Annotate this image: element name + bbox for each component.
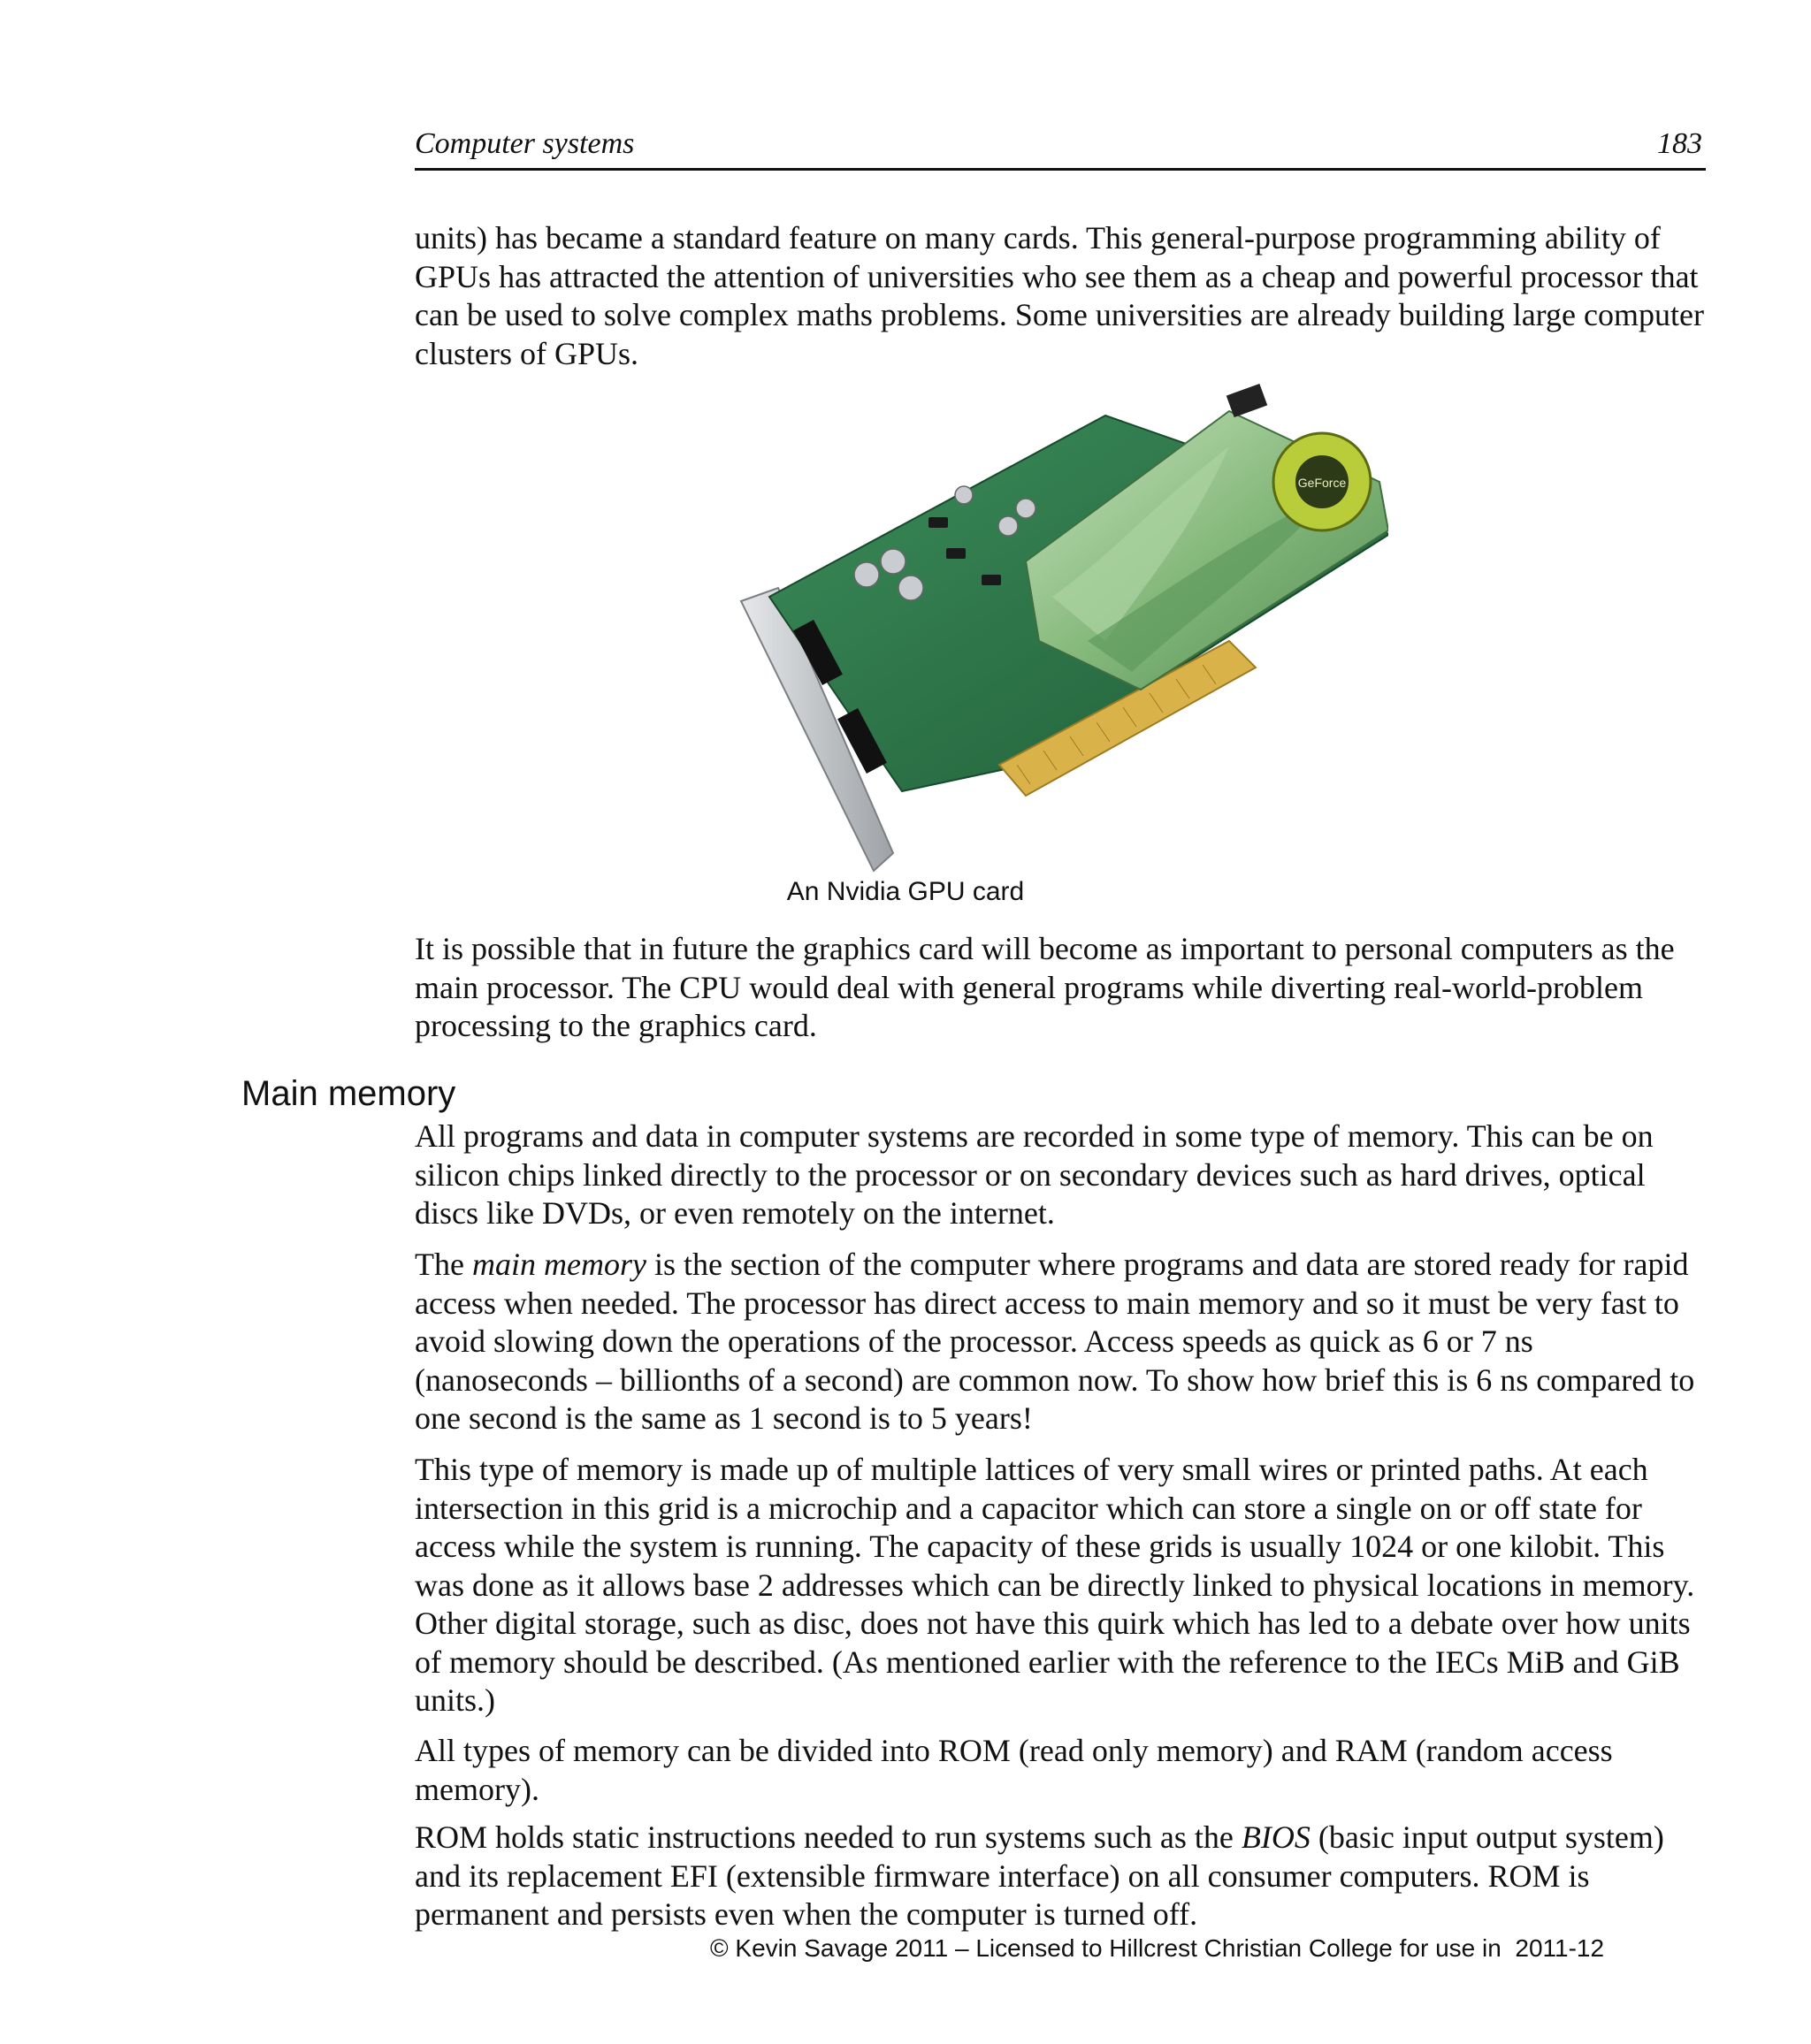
- paragraph-main-memory: [415, 1246, 1706, 1438]
- p4-text-after: is the section of the computer where programs and data are stored ready for rapid access when needed. The processor has direct access to main memory and so it must be very fast to avoid slowing down the operations of the processor. Access speeds as quick as 6 or 7 ns (nanoseconds – billionths of a second) are common now. To show how brief this is 6 ns compared to one second is the same as 1 second is to 5 years!: [415, 1247, 1695, 1436]
- p7-text-after: (basic input output system) and its replacement EFI (extensible firmware interface) on all consumer computers. ROM is permanent and persists even when the computer is turned off.: [415, 1819, 1664, 1932]
- running-header: [415, 129, 1706, 171]
- paragraph-memory-intro: All programs and data in computer systems are recorded in some type of memory. This can be on silicon chips linked directly to the processor or on secondary devices such as hard drives, optical discs like DVDs, or even remotely on the internet.: [415, 1118, 1654, 1231]
- figure-caption: An Nvidia GPU card: [786, 877, 1025, 906]
- section-heading: Main memory: [241, 1074, 456, 1113]
- page-number: 183: [1657, 127, 1702, 160]
- gpu-card-illustration: [734, 376, 1388, 880]
- paragraph-memory-lattice: This type of memory is made up of multiple lattices of very small wires or printed paths. At each intersection in this grid is a microchip and a capacitor which can store a single on or off state for access while the system is running. The capacity of these grids is usually 1024 or one kilobit. This was done as it allows base 2 addresses which can be directly linked to physical locations in memory. Other digital storage, such as disc, does not have this quirk which has led to a debate over how units of memory should be described. (As mentioned earlier with the reference to the IECs MiB and GiB units.): [415, 1452, 1695, 1718]
- term-main-memory: main memory: [471, 1247, 646, 1282]
- header-title: Computer systems: [415, 127, 635, 160]
- geforce-logo: GeForce: [1297, 476, 1347, 490]
- p4-text-before: The: [415, 1247, 472, 1282]
- p7-text-before: ROM holds static instructions needed to run systems such as the: [415, 1819, 1242, 1855]
- paragraph-graphics-future: It is possible that in future the graphics card will become as important to personal computers as the main processor. The CPU would deal with general programs while diverting real-world-problem processing to the graphics card.: [415, 931, 1675, 1043]
- gpu-card-figure: [734, 376, 1388, 880]
- paragraph-gpu-programming: units) has became a standard feature on many cards. This general-purpose programming ability of GPUs has attracted the attention of universities who see them as a cheap and powerful processor that can be used to solve complex maths problems. Some universities are already building large computer clusters of GPUs.: [415, 220, 1704, 371]
- paragraph-rom-ram: All types of memory can be divided into ROM (read only memory) and RAM (random access memory).: [415, 1733, 1613, 1807]
- power-connector: [1226, 384, 1267, 417]
- copyright-footer: © Kevin Savage 2011 – Licensed to Hillcrest Christian College for use in 2011-12: [710, 1934, 1605, 1962]
- paragraph-rom: [415, 1819, 1706, 1934]
- term-bios: BIOS: [1241, 1819, 1310, 1855]
